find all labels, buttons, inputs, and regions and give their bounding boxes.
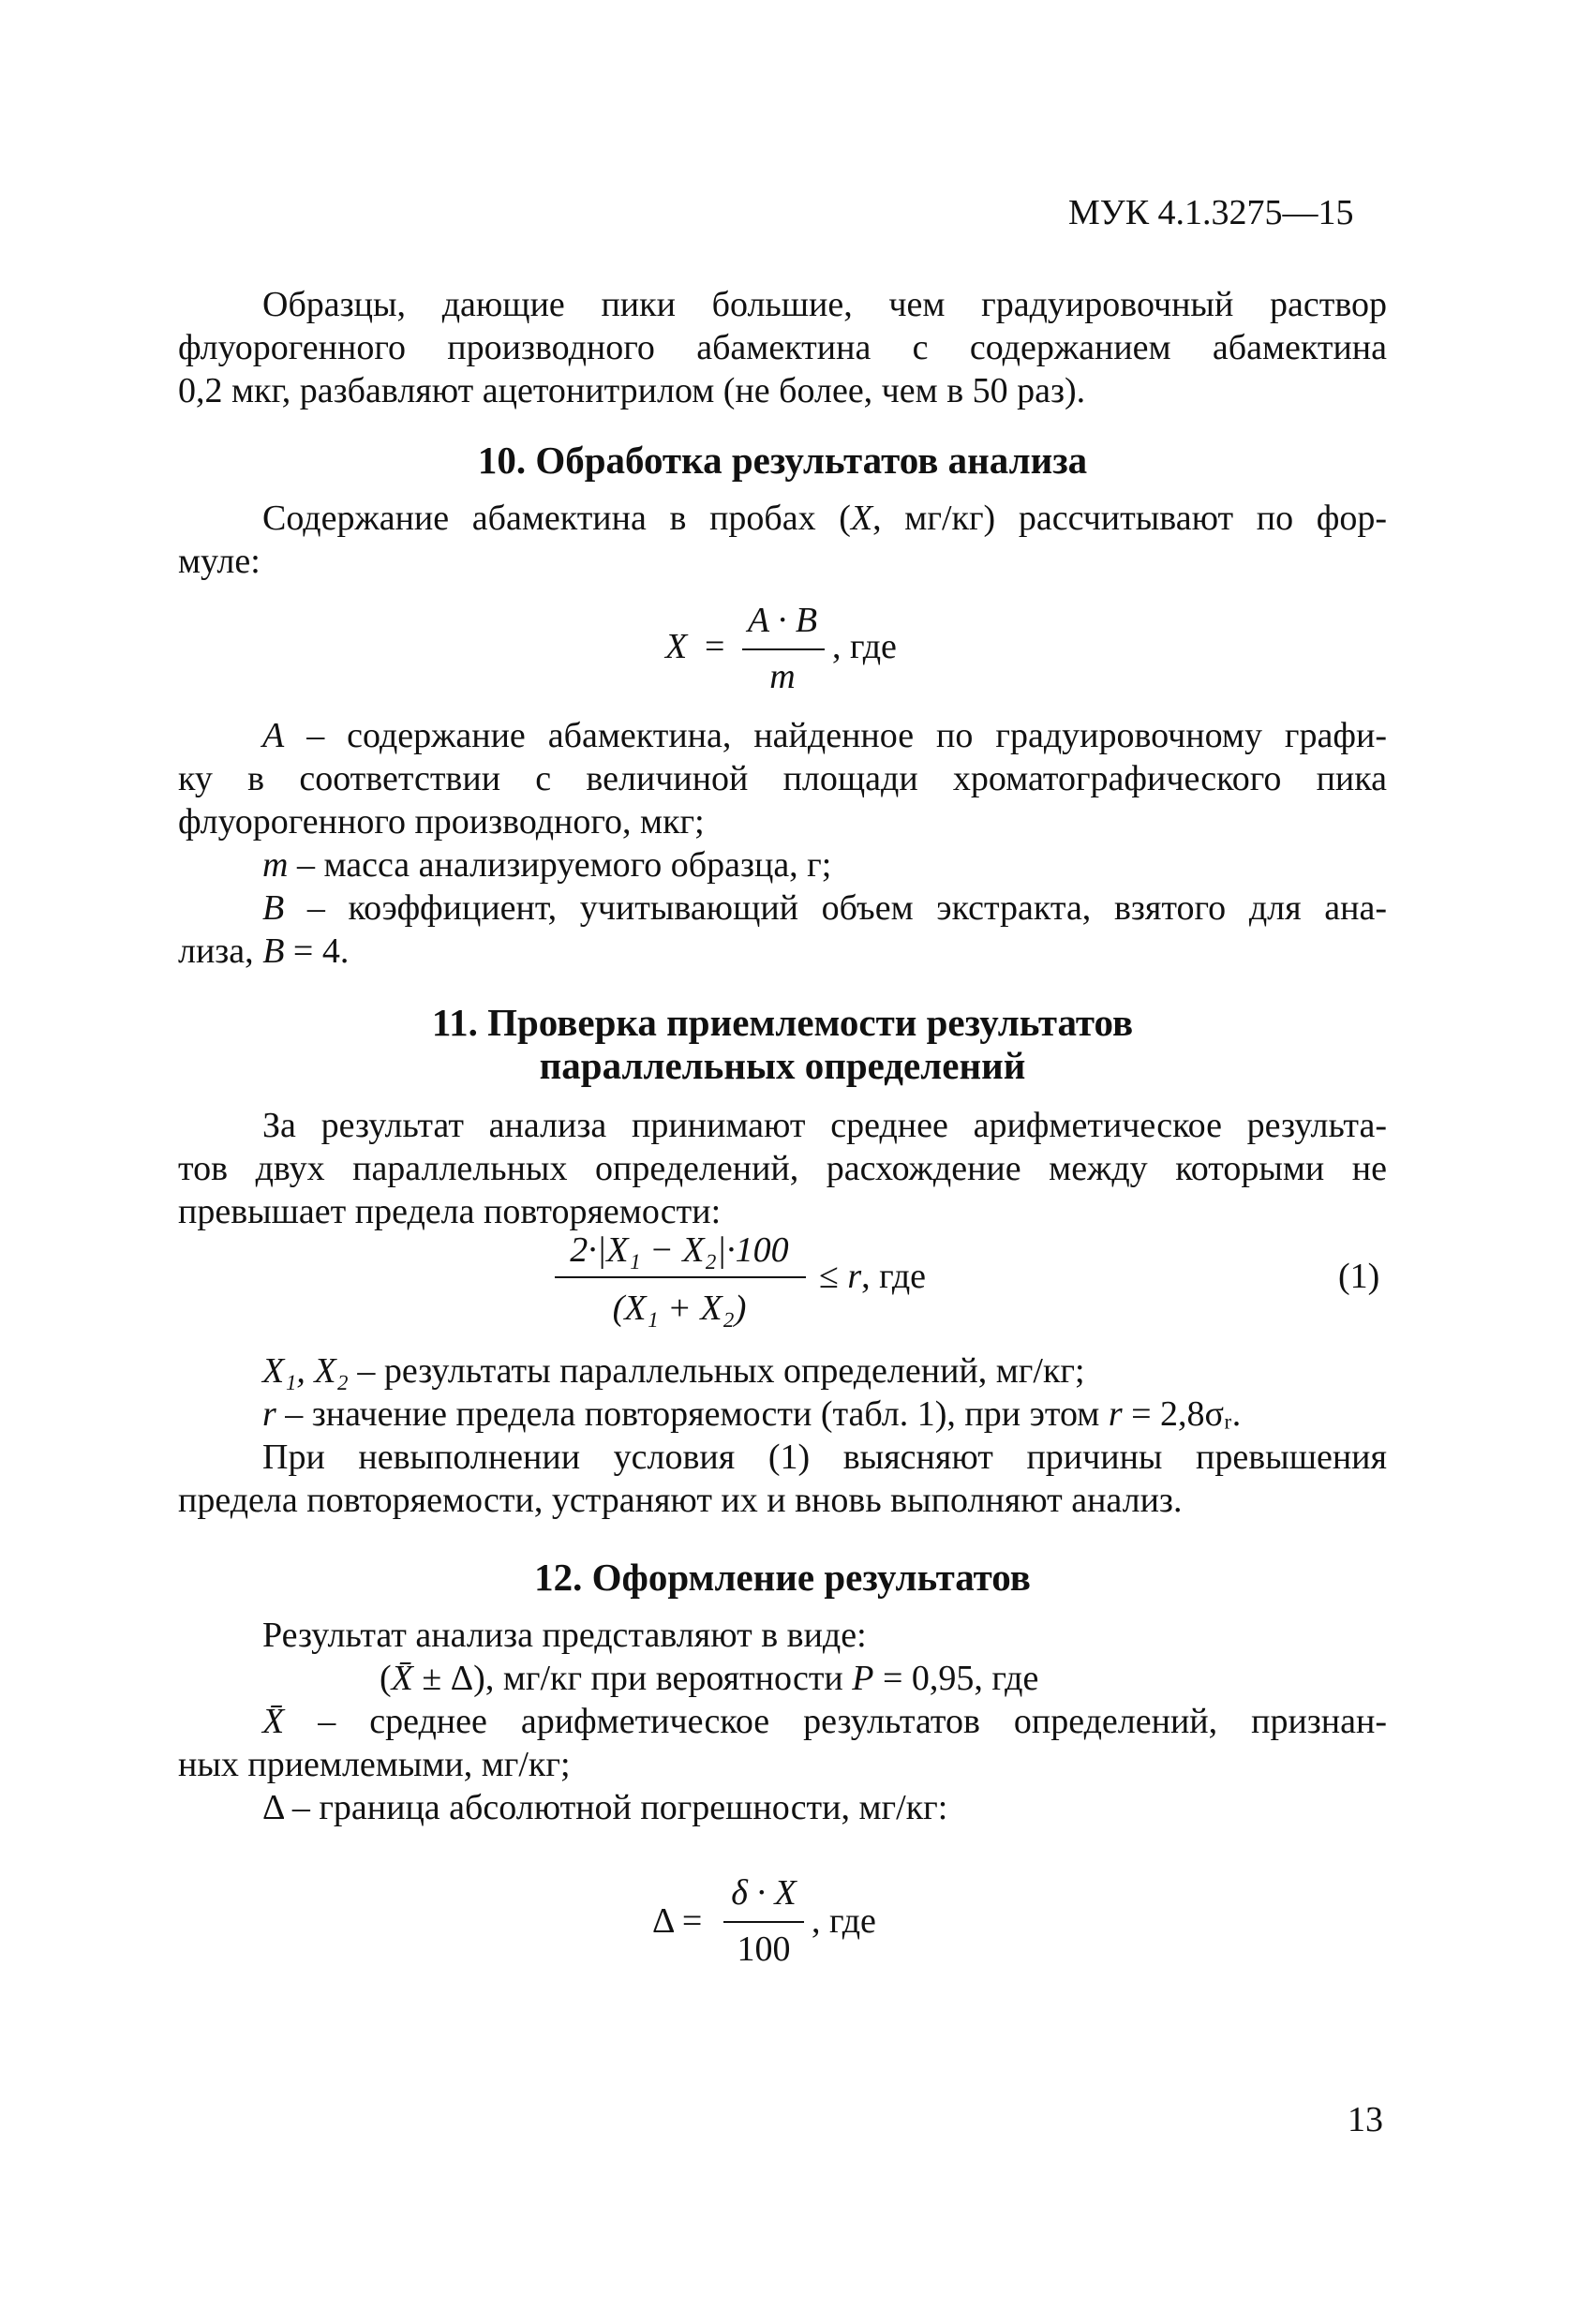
section-12-body [178, 1614, 1387, 1829]
formula-numerator: δ · X [731, 1873, 797, 1913]
formula-denominator: (X₁ + X₂) [612, 1289, 747, 1328]
section-10-heading: 10. Обработка результатов анализа [477, 439, 1088, 482]
formula-denominator: 100 [737, 1929, 791, 1969]
paragraph-line: превышает предела повторяемости: [178, 1192, 722, 1231]
intro-line: флуорогенного производного абамектина с содержанием абамектина [178, 328, 1387, 367]
page-number: 13 [1348, 2100, 1383, 2139]
fraction-bar [723, 1921, 804, 1923]
section-11-intro [178, 1104, 1387, 1233]
paragraph-line: ных приемлемыми, мг/кг; [178, 1745, 571, 1784]
formula-intro-line: муле: [178, 542, 261, 581]
fraction-bar [742, 648, 825, 650]
paragraph-line: За результат анализа принимают среднее арифметическое результа- [262, 1106, 1387, 1145]
section-12-heading: 12. Оформление результатов [534, 1556, 1031, 1599]
paragraph-line: тов двух параллельных определений, расхождение между которыми не [178, 1149, 1387, 1188]
fraction-bar [555, 1276, 806, 1278]
document-code: МУК 4.1.3275—15 [1068, 193, 1354, 232]
section-10-intro [178, 497, 1387, 583]
formula-lhs: X [665, 627, 688, 666]
definition-a-line: ку в соответствии с величиной площади хроматографического пика [178, 759, 1387, 798]
formula-lhs: Δ = [652, 1901, 703, 1941]
formula-where: , где [832, 627, 897, 666]
formula-numerator: A · B [747, 601, 818, 640]
definition-x1-x2: X₁, X₂ – результаты параллельных определений, мг/кг; [262, 1351, 1085, 1391]
formula-equals: = [705, 627, 725, 666]
formula-condition: ≤ r, где [819, 1257, 927, 1296]
definition-m: m – масса анализируемого образца, г; [262, 845, 832, 885]
section-10-definitions [178, 714, 1387, 973]
equation-number: (1) [1338, 1257, 1380, 1296]
formula-denominator: m [769, 657, 796, 696]
paragraph-line: При невыполнении условия (1) выясняют причины превышения [262, 1438, 1387, 1477]
result-expression: (X̄ ± Δ), мг/кг при вероятности P = 0,95, где [380, 1659, 1039, 1698]
definition-b-line: лиза, B = 4. [178, 931, 350, 971]
formula-numerator: 2·|X₁ − X₂|·100 [570, 1230, 789, 1270]
definition-x-mean: X̄ – среднее арифметическое результатов определений, признан- [262, 1702, 1387, 1741]
section-11-definitions [178, 1349, 1387, 1522]
paragraph-line: Результат анализа представляют в виде: [262, 1616, 867, 1655]
paragraph-line: предела повторяемости, устраняют их и вновь выполняют анализ. [178, 1481, 1183, 1520]
formula-intro-line: Содержание абамектина в пробах (X, мг/кг) рассчитывают по фор- [262, 499, 1387, 538]
definition-a-line: флуорогенного производного, мкг; [178, 802, 705, 842]
intro-line: 0,2 мкг, разбавляют ацетонитрилом (не более, чем в 50 раз). [178, 371, 1086, 410]
definition-delta: Δ – граница абсолютной погрешности, мг/кг: [262, 1788, 948, 1827]
definition-b: B – коэффициент, учитывающий объем экстракта, взятого для ана- [262, 888, 1387, 928]
definition-a: A – содержание абамектина, найденное по градуировочному графи- [262, 716, 1387, 755]
intro-paragraph [178, 283, 1387, 412]
definition-r: r – значение предела повторяемости (табл. 1), при этом r = 2,8σᵣ. [262, 1394, 1242, 1434]
formula-where: , где [812, 1901, 876, 1941]
section-11-heading: 11. Проверка приемлемости результатов параллельных определений [431, 1001, 1134, 1087]
intro-line: Образцы, дающие пики большие, чем градуировочный раствор [262, 285, 1387, 324]
